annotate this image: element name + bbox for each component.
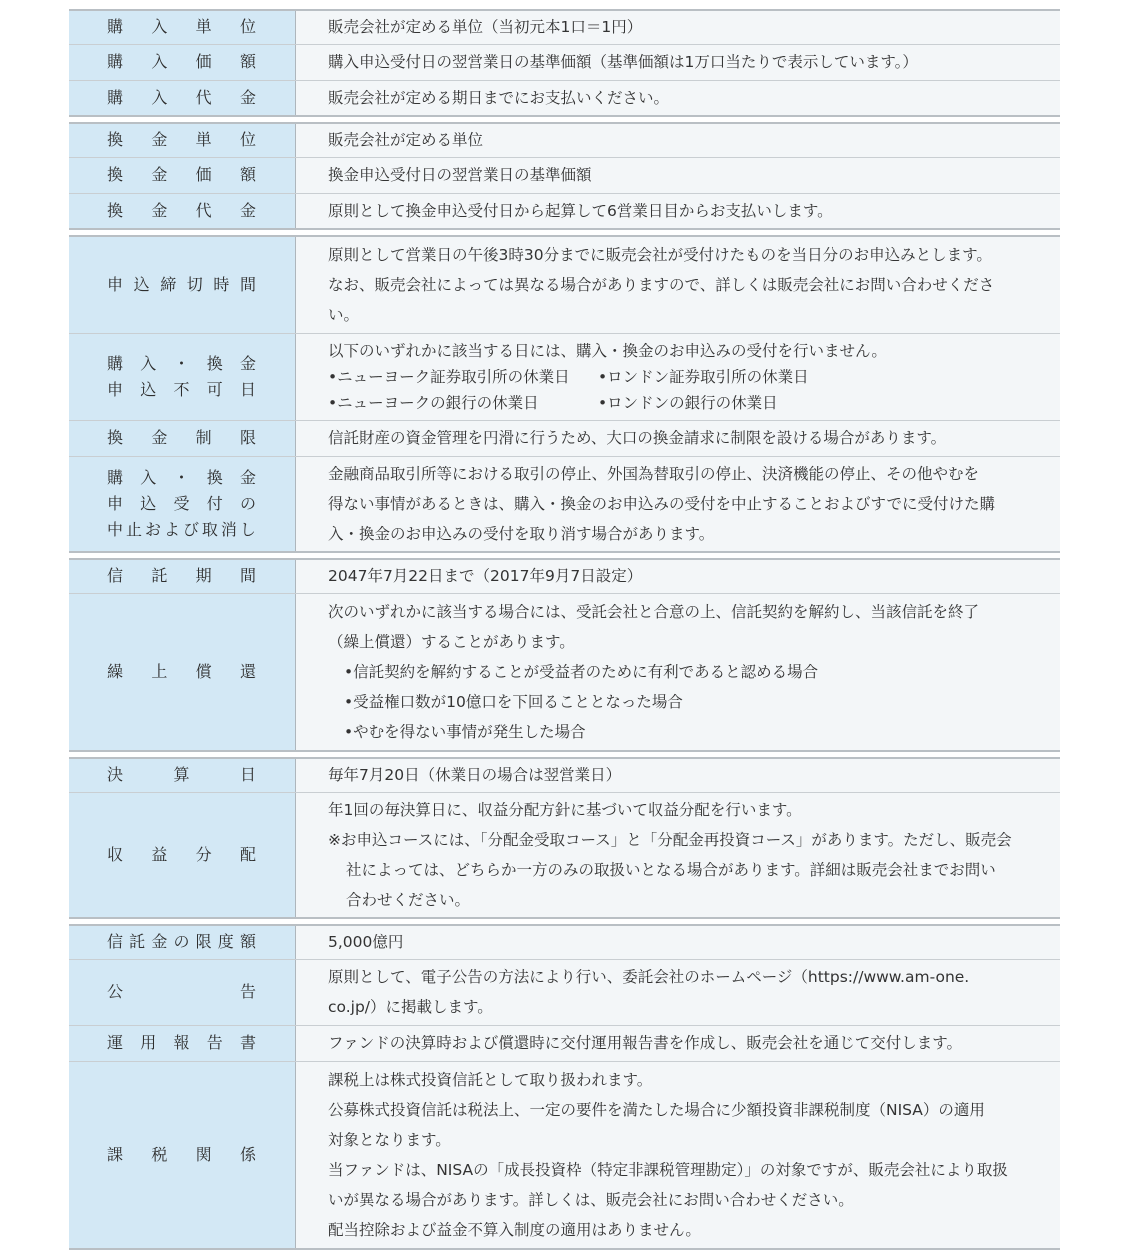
row-label-line: 信 託 金 の 限 度 額 bbox=[107, 932, 257, 952]
terms-row bbox=[69, 80, 1060, 116]
row-label bbox=[69, 1061, 296, 1249]
row-label bbox=[69, 333, 296, 420]
row-value-line: 得ない事情があるときは、購入・換金のお申込みの受付を中止することおよびすでに受付けた購 bbox=[328, 494, 995, 513]
row-value bbox=[296, 1025, 1061, 1061]
terms-group bbox=[69, 924, 1060, 1250]
row-value-line: 社によっては、どちらか一方のみの取扱いとなる場合があります。詳細は販売会社までお問い bbox=[346, 860, 996, 879]
terms-group bbox=[69, 235, 1060, 553]
terms-row bbox=[69, 333, 1060, 420]
row-label bbox=[69, 44, 296, 80]
row-label-line: 運 用 報 告 書 bbox=[107, 1033, 257, 1052]
row-value-line: 販売会社が定める単位（当初元本1口＝1円） bbox=[328, 18, 643, 37]
row-value-line: co.jp/）に掲載します。 bbox=[328, 998, 493, 1016]
terms-row bbox=[69, 593, 1060, 751]
closed-day-item: •ロンドンの銀行の休業日 bbox=[598, 393, 778, 412]
row-value-line: い。 bbox=[328, 305, 360, 324]
row-value-line: •信託契約を解約することが受益者のために有利であると認める場合 bbox=[344, 662, 819, 681]
closed-day-bullets bbox=[328, 390, 1048, 416]
row-label bbox=[69, 456, 296, 552]
terms-row bbox=[69, 10, 1060, 44]
row-value-line: 販売会社が定める期日までにお支払いください。 bbox=[328, 88, 670, 107]
row-value-line: 2047年7月22日まで（2017年9月7日設定） bbox=[328, 567, 643, 586]
terms-row bbox=[69, 925, 1060, 959]
row-value-line: 対象となります。 bbox=[328, 1130, 451, 1149]
terms-group bbox=[69, 757, 1060, 919]
row-value bbox=[296, 593, 1061, 751]
row-label-line: 収 益 分 配 bbox=[107, 844, 257, 864]
row-value bbox=[296, 559, 1061, 593]
row-label-line: 換 金 制 限 bbox=[107, 428, 257, 447]
row-label-line: 申 込 不 可 日 bbox=[107, 379, 257, 399]
row-value bbox=[296, 333, 1061, 420]
row-label bbox=[69, 420, 296, 456]
row-value-line: 原則として、電子公告の方法により行い、委託会社のホームページ（https://www.am-one. bbox=[328, 968, 970, 986]
row-label-line: 購 入 ・ 換 金 bbox=[107, 467, 257, 487]
row-value bbox=[296, 44, 1061, 80]
row-label bbox=[69, 80, 296, 116]
closed-day-item: •ニューヨーク証券取引所の休業日 bbox=[328, 367, 570, 386]
row-value bbox=[296, 193, 1061, 229]
row-value-line: ファンドの決算時および償還時に交付運用報告書を作成し、販売会社を通じて交付します。 bbox=[328, 1034, 962, 1052]
row-label-line: 購 入 単 位 bbox=[107, 17, 257, 37]
fund-terms-document bbox=[69, 9, 1060, 1250]
closed-day-bullets bbox=[328, 364, 1048, 390]
row-value-line: 次のいずれかに該当する場合には、受託会社と合意の上、信託契約を解約し、当該信託を終了 bbox=[328, 602, 980, 621]
row-label-line: 購 入 価 額 bbox=[107, 52, 257, 71]
row-value-line: 入・換金のお申込みの受付を取り消す場合があります。 bbox=[328, 524, 715, 543]
row-label bbox=[69, 758, 296, 792]
terms-row bbox=[69, 193, 1060, 229]
row-value-line: 当ファンドは、NISAの「成長投資枠（特定非課税管理勘定）」の対象ですが、販売会社により取扱 bbox=[328, 1160, 1008, 1179]
row-value bbox=[296, 959, 1061, 1025]
closed-day-item: •ニューヨークの銀行の休業日 bbox=[328, 393, 539, 412]
row-label-line: 換 金 価 額 bbox=[107, 165, 257, 184]
terms-row bbox=[69, 959, 1060, 1025]
row-value-line: 信託財産の資金管理を円滑に行うため、大口の換金請求に制限を設ける場合があります。 bbox=[328, 429, 947, 447]
row-value-line: 課税上は株式投資信託として取り扱われます。 bbox=[328, 1070, 653, 1089]
row-value-line: ※お申込コースには、「分配金受取コース」と「分配金再投資コース」があります。ただし、販売会 bbox=[328, 830, 1012, 849]
row-label bbox=[69, 959, 296, 1025]
row-label-line: 決 算 日 bbox=[107, 765, 257, 785]
row-value bbox=[296, 157, 1061, 193]
row-value-line: いが異なる場合があります。詳しくは、販売会社にお問い合わせください。 bbox=[328, 1190, 854, 1209]
row-value-line: 金融商品取引所等における取引の停止、外国為替取引の停止、決済機能の停止、その他やむを bbox=[328, 464, 980, 483]
row-value-line: 換金申込受付日の翌営業日の基準価額 bbox=[328, 166, 592, 184]
row-value-line: 原則として営業日の午後3時30分までに販売会社が受付けたものを当日分のお申込みとします。 bbox=[328, 245, 992, 264]
row-value-line: 原則として換金申込受付日から起算して6営業日目からお支払いします。 bbox=[328, 201, 833, 220]
terms-row bbox=[69, 123, 1060, 157]
row-label bbox=[69, 925, 296, 959]
row-label bbox=[69, 193, 296, 229]
row-value-line: •やむを得ない事情が発生した場合 bbox=[344, 722, 586, 741]
row-value bbox=[296, 758, 1061, 792]
row-value-line: 以下のいずれかに該当する日には、購入・換金のお申込みの受付を行いません。 bbox=[328, 341, 887, 360]
terms-row bbox=[69, 236, 1060, 333]
row-label bbox=[69, 1025, 296, 1061]
row-value-line: 5,000億円 bbox=[328, 933, 404, 952]
row-value-line: 合わせください。 bbox=[346, 890, 471, 909]
row-label-line: 換 金 単 位 bbox=[107, 130, 257, 150]
row-value-line: 配当控除および益金不算入制度の適用はありません。 bbox=[328, 1220, 701, 1239]
terms-row bbox=[69, 792, 1060, 918]
row-value-line: （繰上償還）することがあります。 bbox=[328, 632, 575, 651]
row-value bbox=[296, 80, 1061, 116]
row-label-line: 中 止 お よ び 取 消 し bbox=[107, 519, 257, 539]
row-label bbox=[69, 559, 296, 593]
row-label bbox=[69, 236, 296, 333]
row-label bbox=[69, 123, 296, 157]
terms-row bbox=[69, 1025, 1060, 1061]
row-value bbox=[296, 123, 1061, 157]
row-value-line: •受益権口数が10億口を下回ることとなった場合 bbox=[344, 692, 683, 711]
row-label-line: 課 税 関 係 bbox=[107, 1144, 257, 1164]
row-value bbox=[296, 420, 1061, 456]
terms-row bbox=[69, 420, 1060, 456]
terms-group bbox=[69, 558, 1060, 752]
row-label bbox=[69, 593, 296, 751]
terms-row bbox=[69, 1061, 1060, 1249]
row-label bbox=[69, 157, 296, 193]
row-value bbox=[296, 925, 1061, 959]
row-value bbox=[296, 1061, 1061, 1249]
row-label bbox=[69, 10, 296, 44]
terms-row bbox=[69, 456, 1060, 552]
row-value-line: 購入申込受付日の翌営業日の基準価額（基準価額は1万口当たりで表示しています。） bbox=[328, 53, 918, 71]
row-value-line: 公募株式投資信託は税法上、一定の要件を満たした場合に少額投資非課税制度（NISA）の適用 bbox=[328, 1100, 985, 1119]
row-value bbox=[296, 456, 1061, 552]
row-label-line: 申 込 締 切 時 間 bbox=[107, 274, 257, 294]
row-value-line: 販売会社が定める単位 bbox=[328, 131, 484, 150]
terms-row bbox=[69, 559, 1060, 593]
row-value bbox=[296, 792, 1061, 918]
row-label-line: 繰 上 償 還 bbox=[107, 661, 257, 681]
row-label-line: 信 託 期 間 bbox=[107, 566, 257, 586]
row-label-line: 申 込 受 付 の bbox=[107, 493, 257, 513]
terms-row bbox=[69, 758, 1060, 792]
row-value-line: 年1回の毎決算日に、収益分配方針に基づいて収益分配を行います。 bbox=[328, 800, 802, 819]
terms-row bbox=[69, 44, 1060, 80]
row-value-line: 毎年7月20日（休業日の場合は翌営業日） bbox=[328, 766, 622, 785]
row-value bbox=[296, 10, 1061, 44]
terms-group bbox=[69, 122, 1060, 230]
row-value bbox=[296, 236, 1061, 333]
row-value-line: なお、販売会社によっては異なる場合がありますので、詳しくは販売会社にお問い合わせくださ bbox=[328, 275, 995, 294]
row-label-line: 換 金 代 金 bbox=[107, 200, 257, 220]
terms-row bbox=[69, 157, 1060, 193]
terms-group bbox=[69, 9, 1060, 117]
row-label-line: 購 入 代 金 bbox=[107, 87, 257, 107]
row-label-line: 購 入 ・ 換 金 bbox=[107, 353, 257, 373]
row-label bbox=[69, 792, 296, 918]
row-label-line: 公 告 bbox=[107, 982, 257, 1001]
closed-day-item: •ロンドン証券取引所の休業日 bbox=[598, 367, 809, 386]
